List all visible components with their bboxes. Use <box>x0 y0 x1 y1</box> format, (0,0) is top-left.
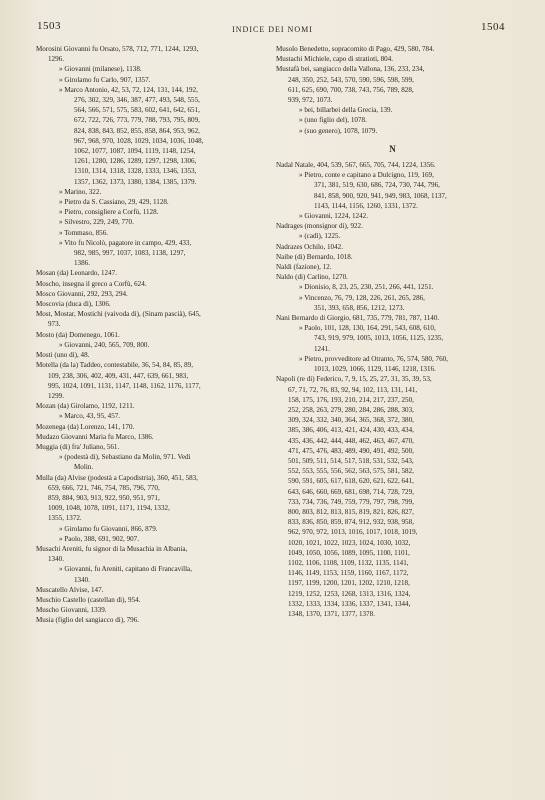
page-number-left: 1503 <box>37 20 61 32</box>
index-subentry: » Marco Antonio, 42, 53, 72, 124, 131, 144, 192, 276, 302, 329, 346, 387, 477, 493, 548, 555, 564, 566, 571, 575, 583, 602, 641, 642, 651, 672, 722, 726, 773, 779, 788, 793, 795, 809, 824, 838, 843, 852, 855, 858, 864, 953, 962, 967, 968, 970, 1028, 1029, 1034, 1036, 1048, 1062, 1077, 1087, 1094, 1119, 1148, 1254, 1261, 1280, 1286, 1289, 1297, 1298, 1306, 1310, 1314, 1318, 1328, 1333, 1346, 1353, 1357, 1362, 1373, 1380, 1384, 1385, 1379. <box>59 85 204 186</box>
index-subentry: » Girolamo fu Carlo, 907, 1357. <box>59 75 151 84</box>
index-subentry: » Paolo, 101, 128, 130, 164, 291, 543, 608, 610, 743, 919, 979, 1005, 1013, 1056, 1125, 1235, 1241. <box>299 324 444 353</box>
index-entry: Naibe (di) Bernardo, 1018. <box>276 252 353 261</box>
index-subentry: » Paolo, 388, 691, 902, 907. <box>59 534 140 543</box>
index-entry: Musolo Benedetto, sopracomito di Pago, 429, 580, 784. <box>276 45 435 53</box>
index-entry: Mosan (da) Leonardo, 1247. <box>36 269 117 278</box>
index-entry: Nadrages (monsignor di), 922. <box>276 222 363 231</box>
index-entry: Moscho, insegna il greco a Corfù, 624. <box>36 279 147 288</box>
index-subentry: » Vito fu Nicolò, pagatore in campo, 429, 433, 982, 985, 997, 1037, 1083, 1138, 1297, 1386. <box>59 238 192 268</box>
index-entry: Motella (da la) Taddeo, contestabile, 36, 54, 84, 85, 89, 109, 238, 306, 402, 409, 431, 447, 639, 661, 983, 995, 1024, 1091, 1131, 1147, 1148, 1162, 1176, 1177, 1299. <box>36 361 201 400</box>
index-entry: Mustafà bei, sangiacco della Vallona, 136, 233, 234, 248, 350, 252, 543, 570, 590, 596, 598, 599, 611, 625, 690, 700, 738, 743, 756, 789, 828, 939, 972, 1073. <box>276 65 425 105</box>
index-entry: Mustachi Michiele, capo di stratioti, 804. <box>276 55 394 64</box>
index-entry: Muggia (di) fra' Juliano, 561. <box>36 442 120 451</box>
index-entry: Mozenega (da) Lorenzo, 141, 170. <box>36 422 135 431</box>
index-subentry: » Pietro, conte e capitano a Dulcigno, 119, 169, 371, 381, 519, 630, 686, 724, 730, 744, 796, 841, 858, 900, 920, 941, 949, 983, 1068, 1137, 1143, 1144, 1156, 1260, 1331, 1372. <box>299 171 447 210</box>
index-entry: Mulla (da) Alvise (podestà a Capodistria), 360, 451, 583, 659, 666, 721, 746, 754, 785, 796, 770, 859, 884, 903, 913, 922, 950, 951, 971, 1009, 1048, 1078, 1091, 1171, 1194, 1332, 1355, 1372. <box>36 473 198 523</box>
index-entry: Mosto (da) Domenego, 1061. <box>36 330 120 339</box>
index-subentry: » Giovanni, 240, 565, 709, 800. <box>59 340 150 349</box>
index-subentry: » Tommaso, 856. <box>59 228 109 237</box>
section-letter: N <box>389 143 396 154</box>
index-subentry: » (cadì), 1225. <box>299 232 341 241</box>
index-column-left <box>36 44 269 626</box>
index-subentry: » Marino, 322. <box>59 187 102 196</box>
index-entry: Muschio Castello (castellan di), 954. <box>36 595 141 604</box>
index-subentry: » Giovanni, 1224, 1242. <box>299 212 368 221</box>
page-number-right: 1504 <box>481 21 505 33</box>
running-title: INDICE DEI NOMI <box>232 25 313 34</box>
index-entry: Nadal Natale, 404, 539, 567, 665, 705, 744, 1224, 1356. <box>276 161 436 170</box>
index-entry: Musachi Areniti, fu signor di la Musachia in Albania, 1340. <box>36 544 188 564</box>
index-subentry: » Marco, 43, 95, 457. <box>59 412 121 421</box>
index-entry: Naldo (di) Carlino, 1270. <box>276 273 348 282</box>
index-subentry: » (suo genero), 1078, 1079. <box>299 126 378 135</box>
index-entry: Musia (figlio del sangiacco di), 796. <box>36 616 140 625</box>
index-entry: Mosco Giovanni, 292, 293, 294. <box>36 289 128 298</box>
index-subentry: » Pietro, provveditore ad Otranto, 76, 574, 580, 760, 1013, 1029, 1066, 1129, 1146, 1218, 1316. <box>299 354 448 374</box>
index-subentry: » Silvestro, 229, 249, 770. <box>59 218 134 227</box>
index-subentry: » Girolamo fu Giovanni, 866, 879. <box>59 524 158 533</box>
index-entry: Napoli (re di) Federico, 7, 9, 15, 25, 27, 31, 35, 39, 53, 67, 71, 72, 76, 83, 92, 94, 102, 113, 131, 141, 158, 175, 176, 193, 210, 214, 217, 237, 250, 252, 258, 263, 279, 280, 284, 286, 288, 303, 309, 324, 332, 340, 364, 365, 368, 372, 380, 385, 386, 406, 413, 421, 424, 430, 433, 434, 435, 436, 442, 444, 448, 462, 463, 467, 470, 471, 475, 476, 483, 489, 490, 491, 492, 500, 501, 509, 511, 514, 517, 518, 531, 532, 543, 552, 553, 555, 556, 562, 563, 575, 581, 582, 590, 591, 605, 617, 618, 620, 621, 622, 641, 643, 646, 660, 669, 681, 698, 714, 728, 729, 733, 734, 736, 749, 759, 779, 797, 798, 799, 800, 803, 812, 813, 815, 819, 821, 826, 827, 833, 836, 850, 859, 874, 912, 932, 938, 958, 962, 970, 972, 1013, 1016, 1017, 1018, 1019, 1020, 1021, 1022, 1023, 1024, 1030, 1032, 1049, 1050, 1056, 1089, 1095, 1100, 1101, 1102, 1106, 1108, 1109, 1132, 1135, 1141, 1146, 1149, 1153, 1159, 1160, 1167, 1172, 1197, 1199, 1200, 1201, 1202, 1210, 1218, 1219, 1252, 1253, 1268, 1313, 1316, 1324, 1332, 1333, 1334, 1336, 1337, 1341, 1344, 1348, 1370, 1371, 1377, 1378. <box>276 375 432 618</box>
index-entry: Nadrazes Ochilo, 1042. <box>276 242 343 251</box>
index-entry: Nani Bernardo di Giorgio, 681, 735, 779, 781, 787, 1140. <box>276 314 440 323</box>
index-subentry: » bei, billarbei della Grecia, 139. <box>299 106 393 115</box>
index-entry: Mudazo Giovanni Maria fu Marco, 1386. <box>36 432 154 441</box>
index-subentry: » Pietro da S. Cassiano, 29, 429, 1128. <box>59 198 169 207</box>
index-entry: Naldi (fazione), 12. <box>276 263 332 272</box>
index-subentry: » (uno figlio del), 1078. <box>299 116 367 125</box>
index-subentry: » Pietro, consigliere a Corfù, 1128. <box>59 208 159 217</box>
index-entry: Moscovia (duca di), 1306. <box>36 300 111 309</box>
index-subentry: » Giovanni (milanese), 1138. <box>59 65 142 74</box>
index-entry: Muscho Giovanni, 1339. <box>36 606 107 615</box>
index-entry: Morosini Giovanni fu Orsato, 578, 712, 771, 1244, 1293, 1296. <box>36 45 199 64</box>
index-entry: Muscatello Alvise, 147. <box>36 585 104 594</box>
index-column-right <box>276 44 509 619</box>
index-entry: Most, Mostar, Mostichi (vaivoda di), (Sinam pascià), 645, 973. <box>36 310 201 329</box>
index-subentry: » (podestà di), Sebastiano da Molin, 971. Vedi Molin. <box>59 453 191 472</box>
index-subentry: » Giovanni, fu Areniti, capitano di Francavilla, 1340. <box>59 565 192 584</box>
index-subentry: » Dionisio, 8, 23, 25, 230, 251, 266, 441, 1251. <box>299 283 434 292</box>
index-subentry: » Vincenzo, 76, 79, 128, 226, 261, 265, 286, 351, 393, 658, 856, 1212, 1273. <box>299 293 425 312</box>
index-entry: Mosti (uno di), 48. <box>36 351 90 360</box>
index-entry: Mozan (da) Girolamo, 1192, 1211. <box>36 402 135 411</box>
